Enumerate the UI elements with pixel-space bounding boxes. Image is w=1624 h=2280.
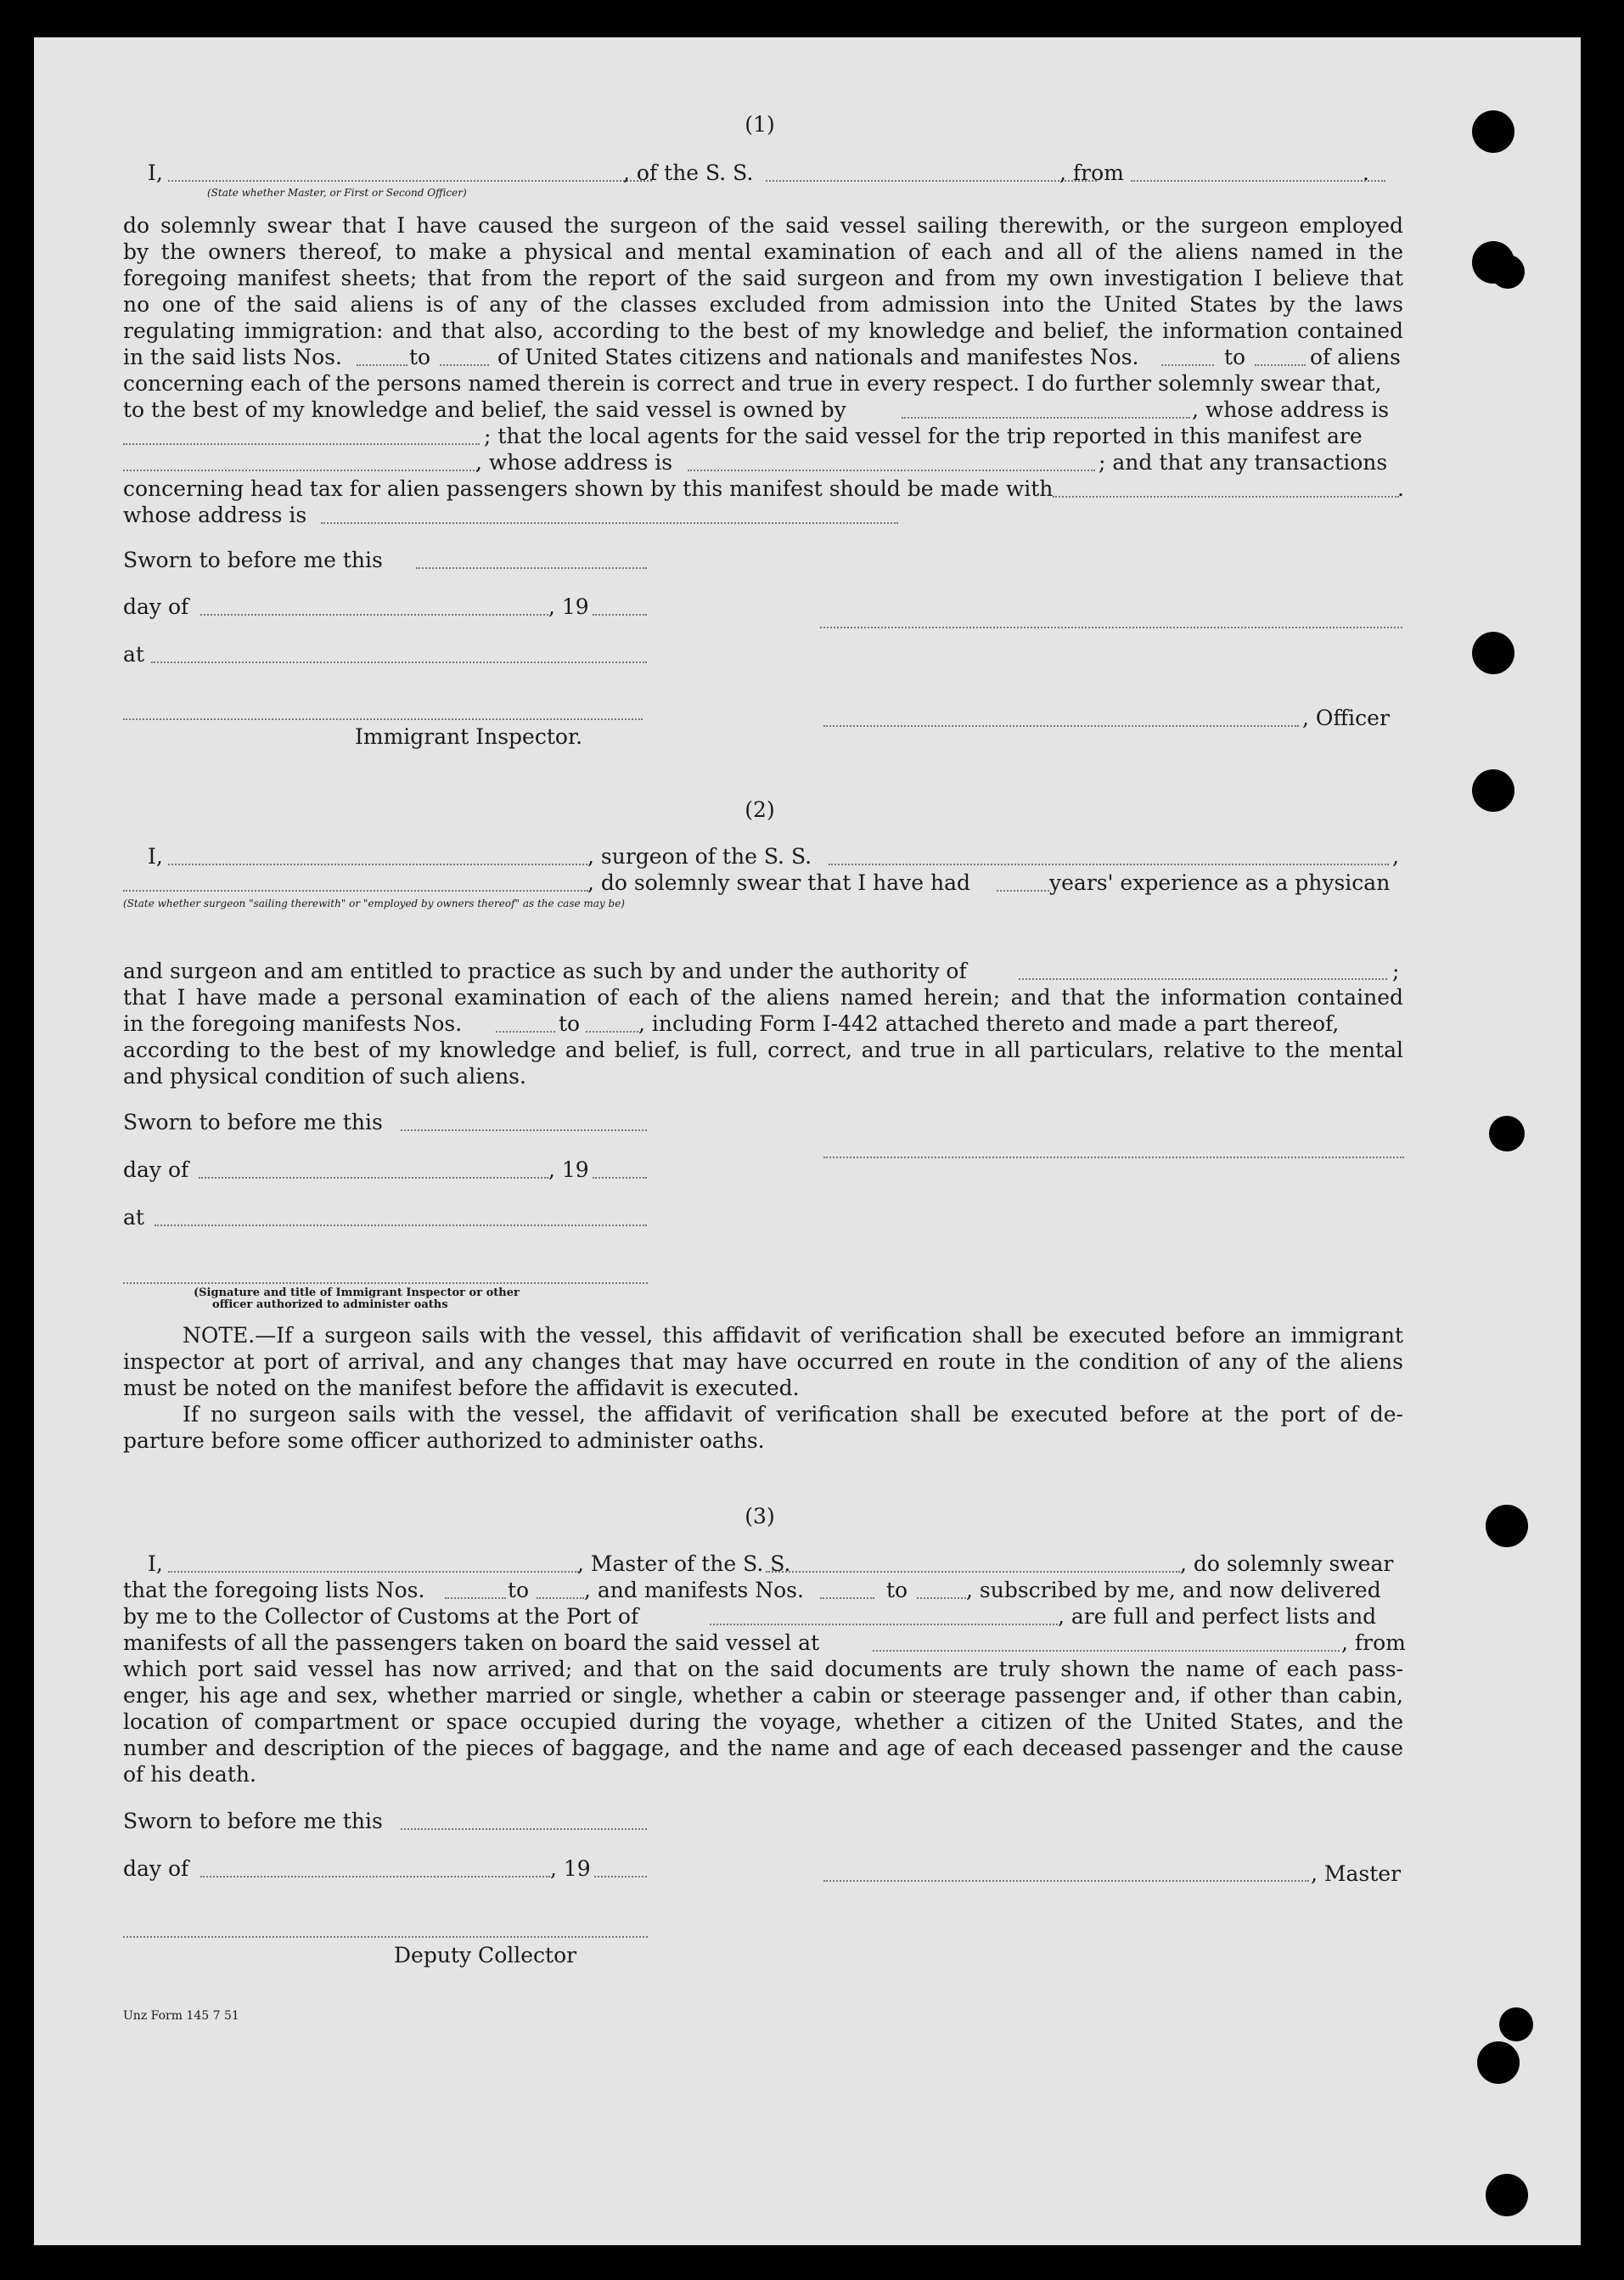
s1-agents-address-label: , whose address is xyxy=(475,450,673,475)
s3-sworn-field[interactable] xyxy=(401,1828,647,1830)
s1-line: by the owners thereof, to make a physical and mental examination of each and all of the aliens named in the xyxy=(123,239,1403,264)
punch-hole xyxy=(1489,1116,1525,1151)
s3-perfect-label: , are full and perfect lists and xyxy=(1058,1604,1377,1629)
section-3-number: (3) xyxy=(745,1504,775,1528)
s1-inspector-label: Immigrant Inspector. xyxy=(355,724,583,749)
s3-day-field[interactable] xyxy=(200,1876,550,1877)
s3-year-label: , 19 xyxy=(550,1856,591,1881)
s3-manifests-label: , and manifests Nos. xyxy=(584,1578,804,1602)
s3-vessel-field[interactable] xyxy=(766,1571,1180,1573)
s1-manifests-to-field[interactable] xyxy=(1255,364,1306,366)
s3-taken-field[interactable] xyxy=(873,1650,1340,1652)
s1-manifests-label: of United States citizens and nationals and manifestes Nos. xyxy=(497,345,1139,369)
s3-to-label-2: to xyxy=(886,1578,908,1602)
s1-period-2: . xyxy=(1397,476,1404,501)
s1-oath-paragraph xyxy=(123,212,1403,344)
s1-of-ss-label: , of the S. S. xyxy=(623,160,754,185)
s3-swear-label: , do solemnly swear xyxy=(1180,1551,1394,1576)
s2-years-field[interactable] xyxy=(997,890,1049,892)
punch-hole xyxy=(1477,2041,1520,2084)
s3-line: which port said vessel has now arrived; and that on the said documents are truly shown the name of each pass- xyxy=(123,1657,1403,1681)
s2-surgeon-sig-line[interactable] xyxy=(823,1157,1404,1158)
punch-hole xyxy=(1499,2007,1533,2041)
s2-manifests-to-field[interactable] xyxy=(586,1031,638,1033)
s1-at-label: at xyxy=(123,642,144,667)
s2-status-field[interactable] xyxy=(123,890,588,892)
s1-sworn-label: Sworn to before me this xyxy=(123,548,383,572)
s3-from-label: , from xyxy=(1341,1630,1406,1655)
form-page xyxy=(34,37,1581,2245)
s2-lines-6-7 xyxy=(123,1037,1403,1089)
s1-lists-to-field[interactable] xyxy=(440,364,489,366)
s2-sworn-label: Sworn to before me this xyxy=(123,1110,383,1134)
s1-head-tax-field[interactable] xyxy=(1053,496,1399,498)
s1-period: . xyxy=(1363,160,1369,185)
s2-semicolon: ; xyxy=(1392,959,1400,983)
s3-lists-label: that the foregoing lists Nos. xyxy=(123,1578,425,1602)
s1-name-field[interactable] xyxy=(168,180,652,182)
punch-hole xyxy=(1491,255,1525,289)
s1-head-tax-label: concerning head tax for alien passengers shown by this manifest should be made with xyxy=(123,476,1054,501)
s3-day-label: day of xyxy=(123,1856,189,1881)
s2-at-label: at xyxy=(123,1205,144,1230)
s3-lists-to-field[interactable] xyxy=(537,1597,584,1599)
s1-from-label: , from xyxy=(1059,160,1124,185)
s1-lists-label: in the said lists Nos. xyxy=(123,345,342,369)
s3-port-label: by me to the Collector of Customs at the Port of xyxy=(123,1604,639,1629)
s1-aliens-label: of aliens xyxy=(1310,345,1401,369)
s2-year-label: , 19 xyxy=(548,1157,589,1182)
s1-owner-address-field[interactable] xyxy=(123,443,480,445)
s2-name-field[interactable] xyxy=(168,864,591,865)
s3-year-field[interactable] xyxy=(594,1876,647,1877)
s3-port-field[interactable] xyxy=(710,1624,1058,1625)
s1-officer-sig-line-2[interactable] xyxy=(823,725,1299,727)
s3-deputy-sig-line[interactable] xyxy=(123,1936,648,1938)
s1-i-label: I, xyxy=(148,160,163,185)
punch-hole xyxy=(1486,1505,1528,1547)
s2-manifests-from-field[interactable] xyxy=(496,1031,555,1033)
s2-authority-label: and surgeon and am entitled to practice as such by and under the authority of xyxy=(123,959,967,983)
s1-at-field[interactable] xyxy=(151,661,647,663)
s1-head-tax-address-field[interactable] xyxy=(321,522,898,524)
s2-swear-label: , do solemnly swear that I have had xyxy=(587,870,971,895)
s1-day-field[interactable] xyxy=(200,614,548,616)
s3-deputy-label: Deputy Collector xyxy=(394,1943,577,1968)
s2-form-label: , including Form I-442 attached thereto and made a part thereof, xyxy=(638,1011,1340,1036)
s2-comma: , xyxy=(1392,844,1399,869)
punch-hole xyxy=(1486,2174,1528,2216)
s2-note-line: inspector at port of arrival, and any changes that may have occurred en route in the condition of any of the aliens xyxy=(123,1349,1403,1374)
s1-officer-note: (State whether Master, or First or Second Officer) xyxy=(207,187,467,199)
s2-sworn-field[interactable] xyxy=(401,1129,647,1131)
s1-line: foregoing manifest sheets; that from the report of the said surgeon and from my own investigation I believe that xyxy=(123,266,1403,290)
s1-to-label: to xyxy=(409,345,431,369)
s1-lists-from-field[interactable] xyxy=(357,364,407,366)
s1-inspector-sig-line[interactable] xyxy=(123,718,643,720)
section-2-number: (2) xyxy=(745,797,775,822)
s3-i-label: I, xyxy=(148,1551,163,1576)
s2-authority-field[interactable] xyxy=(1019,978,1387,980)
s1-year-label: , 19 xyxy=(548,594,589,619)
s3-lists-from-field[interactable] xyxy=(445,1597,506,1599)
s2-at-field[interactable] xyxy=(155,1224,647,1226)
s3-delivered-label: , subscribed by me, and now delivered xyxy=(966,1578,1381,1602)
s3-sworn-label: Sworn to before me this xyxy=(123,1809,383,1833)
s1-agents-address-field[interactable] xyxy=(688,470,1095,471)
s2-i-label: I, xyxy=(148,844,163,869)
s3-line: number and description of the pieces of baggage, and the name and age of each deceased passenger and the cause xyxy=(123,1736,1403,1760)
s1-owner-address-label: , whose address is xyxy=(1192,397,1390,422)
s1-transactions-label: ; and that any transactions xyxy=(1099,450,1388,475)
s3-master-label: , Master of the S. S. xyxy=(577,1551,791,1576)
s2-inspector-sig-line[interactable] xyxy=(123,1282,648,1284)
s2-sig-note-2: officer authorized to administer oaths xyxy=(212,1298,448,1311)
s2-line: and physical condition of such aliens. xyxy=(123,1064,526,1089)
section-1-number: (1) xyxy=(745,112,775,137)
s3-master-sig-line[interactable] xyxy=(823,1880,1309,1882)
s3-line: of his death. xyxy=(123,1762,256,1787)
s2-note-line: parture before some officer authorized to administer oaths. xyxy=(123,1428,765,1453)
s3-manifests-to-field[interactable] xyxy=(917,1597,966,1599)
s2-vessel-field[interactable] xyxy=(829,864,1389,865)
s2-experience-label: years' experience as a physican xyxy=(1049,870,1391,895)
s1-from-field[interactable] xyxy=(1131,180,1385,182)
s1-year-field[interactable] xyxy=(593,614,647,616)
s1-owned-label: to the best of my knowledge and belief, the said vessel is owned by xyxy=(123,397,846,422)
s1-agents-label: ; that the local agents for the said vessel for the trip reported in this manifest are xyxy=(484,424,1363,448)
s1-owner-field[interactable] xyxy=(902,417,1190,419)
s1-line: do solemnly swear that I have caused the surgeon of the said vessel sailing therewith, or the surgeon employed xyxy=(123,213,1403,238)
s1-to-label-2: to xyxy=(1224,345,1246,369)
s1-agents-field[interactable] xyxy=(123,470,478,471)
s1-sworn-field[interactable] xyxy=(416,567,647,569)
s2-day-label: day of xyxy=(123,1157,189,1182)
s1-whose-address-label: whose address is xyxy=(123,503,307,527)
s1-line: no one of the said aliens is of any of the classes excluded from admission into the United States by the laws xyxy=(123,292,1403,317)
punch-hole xyxy=(1472,632,1514,674)
s2-sig-note-1: (Signature and title of Immigrant Inspector or other xyxy=(194,1286,520,1299)
s2-note-line: If no surgeon sails with the vessel, the affidavit of verification shall be executed before at the port of de- xyxy=(183,1402,1403,1427)
s2-note-line: NOTE.—If a surgeon sails with the vessel, this affidavit of verification shall be executed before an immigrant xyxy=(183,1323,1403,1348)
s1-officer-label: , Officer xyxy=(1302,706,1390,730)
s2-line-4 xyxy=(123,984,1403,1011)
s1-officer-sig-line-1[interactable] xyxy=(820,627,1402,628)
s2-manifests-label: in the foregoing manifests Nos. xyxy=(123,1011,463,1036)
s3-taken-label: manifests of all the passengers taken on board the said vessel at xyxy=(123,1630,820,1655)
s2-to-label: to xyxy=(559,1011,581,1036)
s3-master-sig-label: , Master xyxy=(1311,1861,1402,1886)
form-number: Unz Form 145 7 51 xyxy=(123,2009,239,2023)
s2-note-paragraph xyxy=(123,1322,1403,1454)
s2-line: that I have made a personal examination of each of the aliens named herein; and that the information contained xyxy=(123,985,1403,1010)
s1-line: regulating immigration: and that also, according to the best of my knowledge and belief, the information contained xyxy=(123,318,1403,343)
s2-day-field[interactable] xyxy=(199,1177,548,1179)
s2-note-line: must be noted on the manifest before the affidavit is executed. xyxy=(123,1376,800,1400)
s3-to-label: to xyxy=(508,1578,530,1602)
s1-line-7: concerning each of the persons named therein is correct and true in every respect. I do further solemnly swear that, xyxy=(123,371,1382,396)
s3-manifests-from-field[interactable] xyxy=(820,1597,874,1599)
s2-year-field[interactable] xyxy=(593,1177,647,1179)
s2-line: according to the best of my knowledge and belief, is full, correct, and true in all particulars, relative to the mental xyxy=(123,1038,1403,1062)
s1-vessel-field[interactable] xyxy=(766,180,1097,182)
s3-line: enger, his age and sex, whether married or single, whether a cabin or steerage passenger and, if other than cabin, xyxy=(123,1683,1403,1708)
s3-line: location of compartment or space occupied during the voyage, whether a citizen of the United States, and the xyxy=(123,1709,1403,1734)
s3-paragraph xyxy=(123,1656,1403,1787)
s1-manifests-from-field[interactable] xyxy=(1161,364,1214,366)
s2-surgeon-label: , surgeon of the S. S. xyxy=(587,844,812,869)
s2-status-note: (State whether surgeon "sailing therewith" or "employed by owners thereof" as the case may be) xyxy=(123,898,625,909)
s1-day-label: day of xyxy=(123,594,189,619)
s3-name-field[interactable] xyxy=(168,1571,579,1573)
